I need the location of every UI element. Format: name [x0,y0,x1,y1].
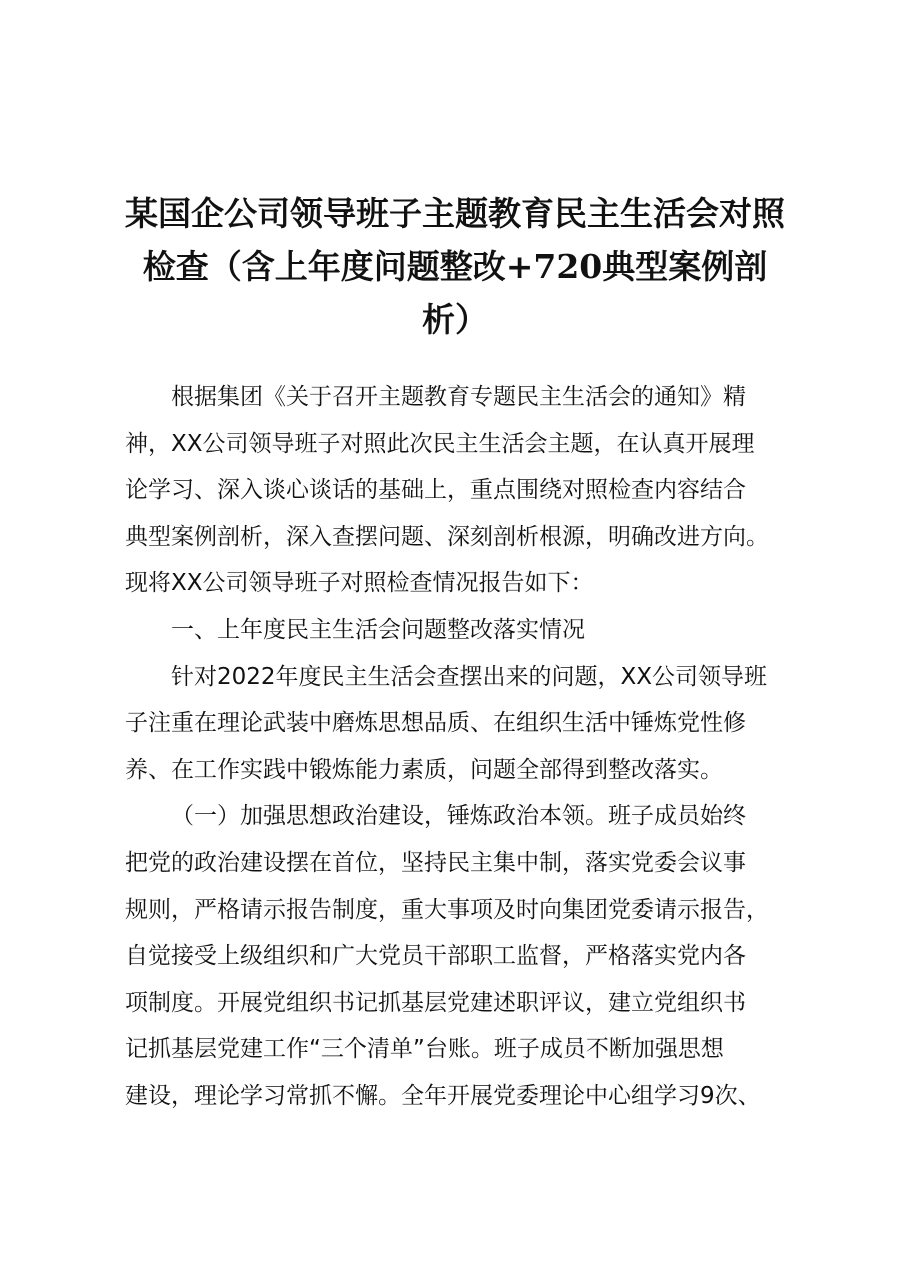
title-line: 析） [422,300,488,339]
paragraph-line: 论学习、深入谈心谈话的基础上，重点围绕对照检查内容结合 [125,477,746,504]
title-line: 某国企公司领导班子主题教育民主生活会对照 [125,194,785,233]
paragraph-line: 针对2022年度民主生活会查摆出来的问题，XX公司领导班 [171,663,768,690]
paragraph-line: 项制度。开展党组织书记抓基层党建述职评议，建立党组织书 [125,989,746,1016]
paragraph-line: 根据集团《关于召开主题教育专题民主生活会的通知》精 [171,384,746,410]
paragraph-line: 规则，严格请示报告制度，重大事项及时向集团党委请示报告， [125,896,769,923]
paragraph-line: 养、在工作实践中锻炼能力素质，问题全部得到整改落实。 [125,756,723,783]
paragraph-line: 记抓基层党建工作“三个清单”台账。班子成员不断加强思想 [125,1036,724,1063]
paragraph-line: 把党的政治建设摆在首位，坚持民主集中制，落实党委会议事 [125,849,746,876]
paragraph-line: 典型案例剖析，深入查摆问题、深刻剖析根源，明确改进方向。 [125,523,769,550]
title-line: 检查（含上年度问题整改+720典型案例剖 [142,247,768,286]
paragraph-line: 自觉接受上级组织和广大党员干部职工监督，严格落实党内各 [125,943,746,970]
document-body [125,374,815,1120]
document-title [110,187,800,346]
paragraph-line: 现将XX公司领导班子对照检查情况报告如下： [125,570,594,597]
section-heading: 一、上年度民主生活会问题整改落实情况 [171,616,585,643]
subsection-line: （一）加强思想政治建设，锤炼政治本领。班子成员始终 [171,803,746,830]
paragraph-line: 建设，理论学习常抓不懈。全年开展党委理论中心组学习9次、 [125,1082,761,1109]
paragraph-line: 子注重在理论武装中磨炼思想品质、在组织生活中锤炼党性修 [125,710,746,737]
paragraph-line: 神，XX公司领导班子对照此次民主生活会主题，在认真开展理 [125,430,755,457]
